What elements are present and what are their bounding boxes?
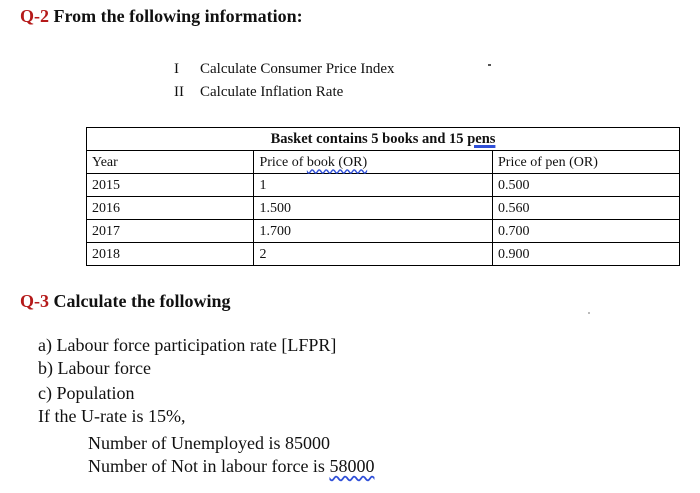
task-text: Calculate Consumer Price Index bbox=[200, 61, 395, 77]
task-number: II bbox=[174, 84, 184, 100]
cell-year: 2015 bbox=[87, 174, 254, 197]
cell-book-price: 1 bbox=[254, 174, 493, 197]
table-row bbox=[87, 243, 680, 266]
cell-year: 2016 bbox=[87, 197, 254, 220]
header-book-prefix: Price of bbox=[259, 154, 307, 170]
cell-pen-price: 0.500 bbox=[493, 174, 680, 197]
unemployed-note: Number of Unemployed is 85000 bbox=[88, 433, 330, 453]
question-2-text: From the following information: bbox=[53, 6, 303, 26]
caption-text: Basket contains 5 books and 15 bbox=[270, 130, 468, 147]
condition-line: If the U-rate is 15%, bbox=[38, 406, 186, 426]
question-3-heading bbox=[20, 291, 231, 312]
stray-mark bbox=[488, 64, 491, 66]
price-table bbox=[86, 127, 680, 266]
caption-underlined-word: pens bbox=[467, 130, 496, 147]
table-caption bbox=[87, 128, 680, 151]
header-year: Year bbox=[87, 151, 254, 174]
nilf-label: Number of Not in labour force is bbox=[88, 456, 330, 476]
header-book-price bbox=[254, 151, 493, 174]
task-text: Calculate Inflation Rate bbox=[200, 84, 344, 100]
cell-pen-price: 0.560 bbox=[493, 197, 680, 220]
table-row bbox=[87, 174, 680, 197]
table-row bbox=[87, 197, 680, 220]
cell-year: 2017 bbox=[87, 220, 254, 243]
question-2-heading bbox=[20, 6, 303, 27]
item-b: b) Labour force bbox=[38, 358, 151, 378]
cell-book-price: 1.700 bbox=[254, 220, 493, 243]
table-row bbox=[87, 220, 680, 243]
cell-pen-price: 0.700 bbox=[493, 220, 680, 243]
question-2-number: Q-2 bbox=[20, 6, 49, 26]
not-in-labour-force-note bbox=[88, 456, 374, 477]
question-3-number: Q-3 bbox=[20, 291, 49, 311]
cell-book-price: 1.500 bbox=[254, 197, 493, 220]
task-item-1 bbox=[174, 61, 395, 78]
table-header-row bbox=[87, 151, 680, 174]
table-caption-row bbox=[87, 128, 680, 151]
cell-book-price: 2 bbox=[254, 243, 493, 266]
cell-year: 2018 bbox=[87, 243, 254, 266]
header-book-underlined: book (OR) bbox=[306, 154, 368, 170]
header-pen-price: Price of pen (OR) bbox=[493, 151, 680, 174]
task-item-2 bbox=[174, 84, 343, 101]
item-a: a) Labour force participation rate [LFPR] bbox=[38, 335, 337, 355]
stray-mark bbox=[588, 312, 590, 314]
nilf-value: 58000 bbox=[329, 456, 375, 476]
question-3-text: Calculate the following bbox=[53, 291, 231, 311]
cell-pen-price: 0.900 bbox=[493, 243, 680, 266]
item-c: c) Population bbox=[38, 383, 135, 403]
task-number: I bbox=[174, 61, 179, 77]
